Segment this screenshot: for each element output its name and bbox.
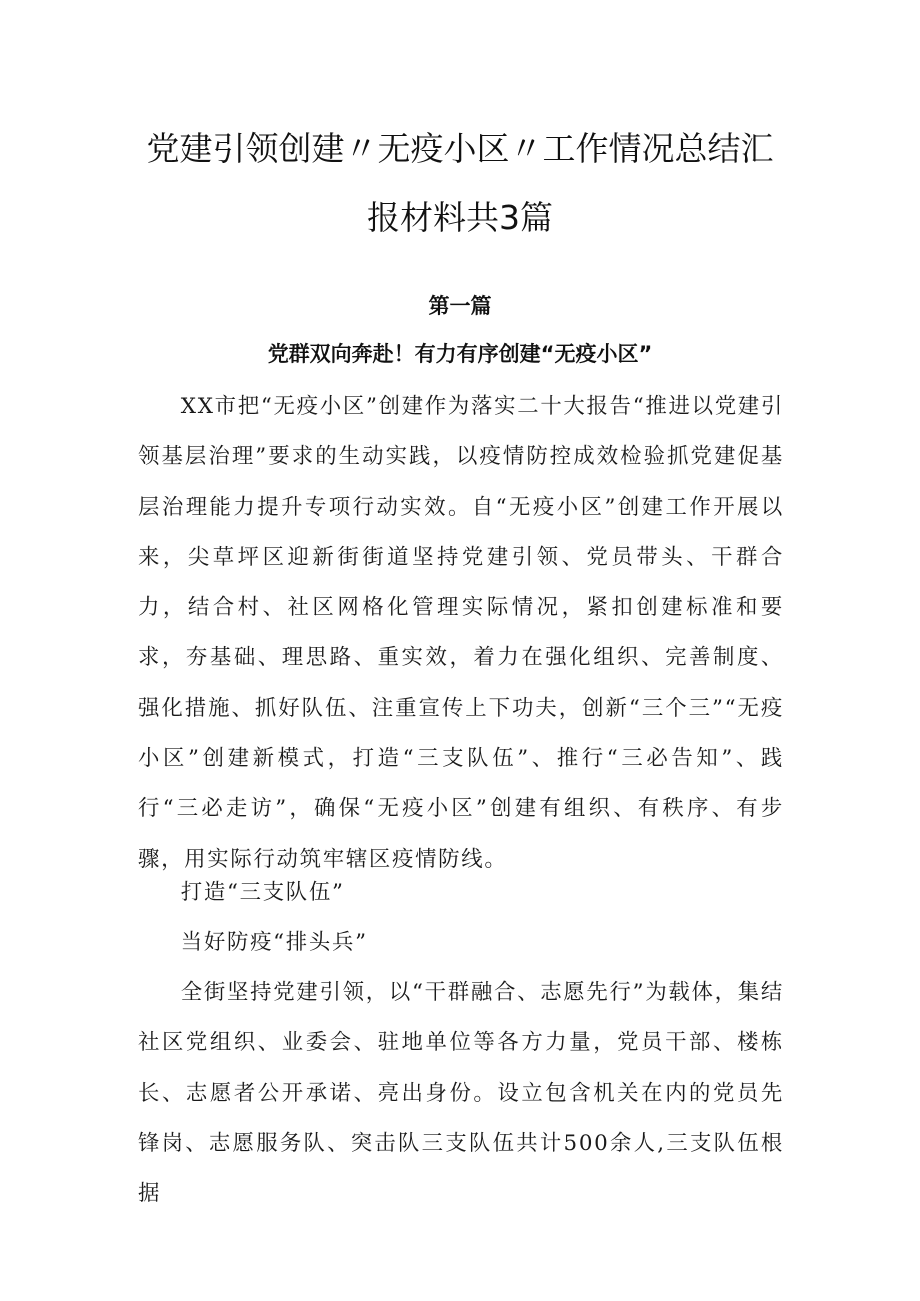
document-title-line-2: 报材料共3篇	[367, 198, 553, 237]
body-paragraph: XX市把“无疫小区”创建作为落实二十大报告“推进以党建引领基层治理”要求的生动实践，以疫情防控成效检验抓党建促基层治理能力提升专项行动实效。自“无疫小区”创建工作开展以来，尖草坪区迎新街街道坚持党建引领、党员带头、干群合力，结合村、社区网格化管理实际情况，紧扣创建标准和要求，夯基础、理思路、重实效，着力在强化组织、完善制度、强化措施、抓好队伍、注重宣传上下功夫，创新“三个三”“无疫小区”创建新模式，打造“三支队伍”、推行“三必告知”、践行“三必走访”，确保“无疫小区”创建有组织、有秩序、有步骤，用实际行动筑牢辖区疫情防线。	[138, 394, 784, 872]
body-paragraph: 全街坚持党建引领，以“干群融合、志愿先行”为载体，集结社区党组织、业委会、驻地单位等各方力量，党员干部、楼栋长、志愿者公开承诺、亮出身份。设立包含机关在内的党员先锋岗、志愿服务队、突击队三支队伍共计500余人,三支队伍根据	[138, 980, 784, 1207]
subheading-paragraph: 打造“三支队伍”	[180, 880, 345, 905]
subheading-paragraph: 当好防疫“排头兵”	[180, 930, 368, 955]
section-title: 党群双向奔赴！有力有序创建“无疫小区”	[267, 342, 653, 366]
document-title-line-1: 党建引领创建〃无疫小区〃工作情况总结汇	[146, 129, 774, 168]
section-label: 第一篇	[428, 294, 492, 318]
